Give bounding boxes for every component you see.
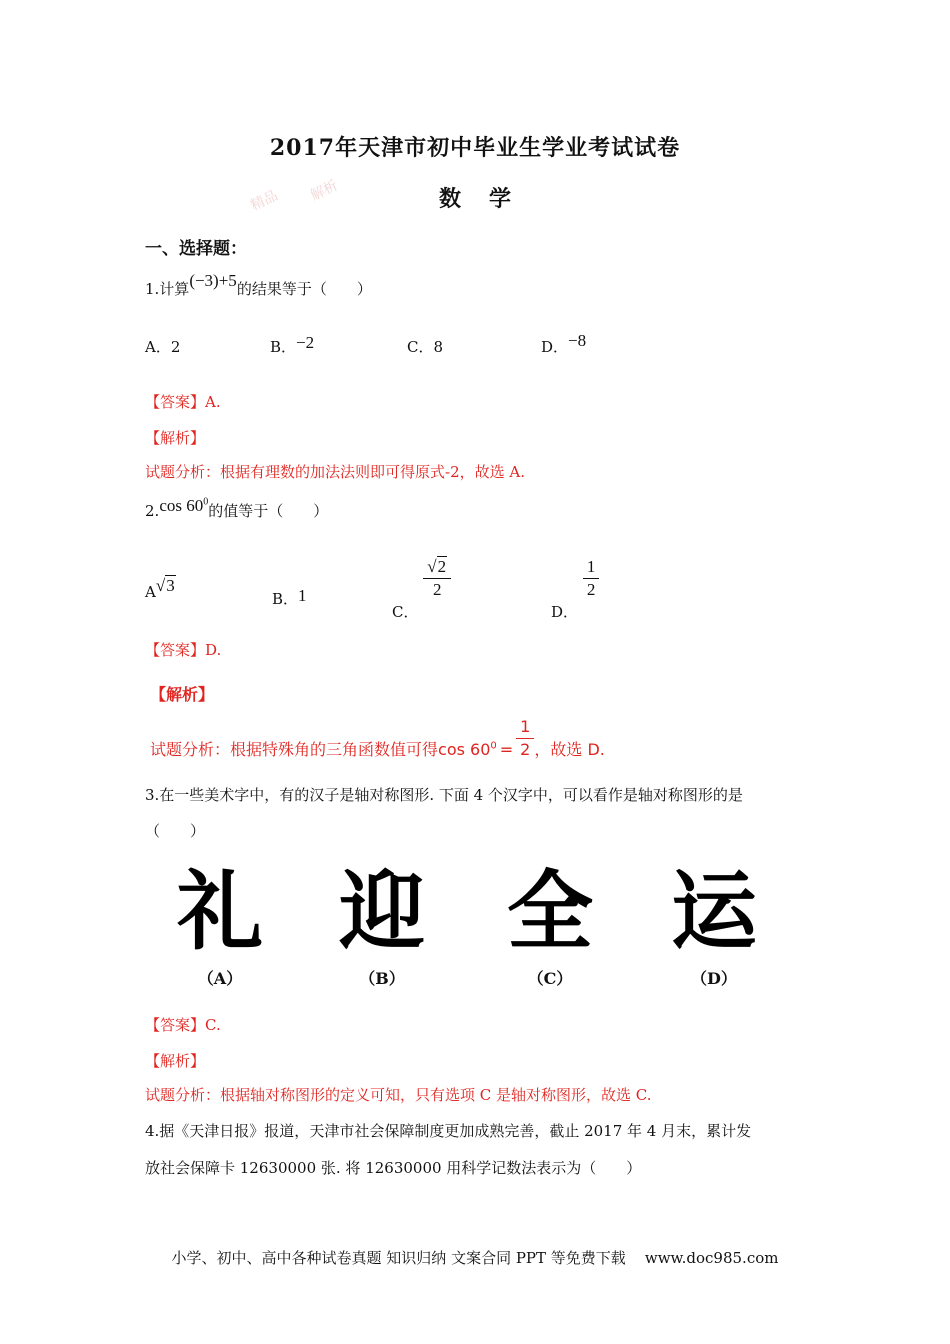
- question-1-suffix: 的结果等于（ ）: [236, 280, 372, 298]
- q2-analysis: 试题分析：根据特殊角的三角函数值可得$\cos 60^0$ = $\frac{1}{2}$ ，故选 D.: [150, 717, 605, 759]
- exam-subject: 数学: [438, 186, 539, 212]
- question-2: [145, 496, 329, 521]
- question-1: [145, 271, 372, 299]
- q3-answer: 【答案】C.: [145, 1016, 221, 1034]
- q1-option-a: A．2: [145, 338, 181, 356]
- q1-option-c: C．8: [407, 338, 444, 356]
- question-1-expression: (−3)+5: [189, 271, 237, 290]
- hanzi-c: 全: [507, 862, 593, 962]
- hanzi-figure: [160, 862, 780, 992]
- q2-option-b: B．1: [272, 586, 307, 608]
- question-2-prefix: 2.: [145, 502, 160, 520]
- footer-link[interactable]: www.doc985.com: [644, 1249, 779, 1267]
- hanzi-b-label: （B）: [359, 969, 405, 988]
- question-3: 3.在一些美术字中，有的汉子是轴对称图形. 下面 4 个汉字中，可以看作是轴对称图形的是: [145, 786, 743, 804]
- hanzi-d: 运: [671, 862, 757, 962]
- hanzi-d-label: （D）: [691, 969, 737, 988]
- q1-analysis: 试题分析：根据有理数的加法法则即可得原式-2，故选 A.: [145, 463, 525, 481]
- watermark-right: 解析: [308, 177, 341, 205]
- footer-text: 小学、初中、高中各种试卷真题 知识归纳 文案合同 PPT 等免费下载: [171, 1249, 626, 1267]
- q1-analysis-label: 【解析】: [145, 429, 206, 447]
- q2-option-c-fraction: $\frac{√2}{2}$: [423, 556, 451, 601]
- question-4-line1: 4.据《天津日报》报道，天津市社会保障制度更加成熟完善，截止 2017 年 4 月末，累计发: [145, 1122, 752, 1140]
- q1-option-b: B．−2: [270, 333, 315, 356]
- hanzi-c-label: （C）: [527, 969, 573, 988]
- q3-analysis-label: 【解析】: [145, 1052, 206, 1070]
- question-2-suffix: 的值等于（ ）: [208, 502, 329, 520]
- q1-option-d: D．−8: [541, 331, 587, 356]
- q1-answer: 【答案】A.: [145, 393, 221, 411]
- q2-option-d: D． $\frac{1}{2}$: [551, 556, 599, 601]
- q2-answer: 【答案】D.: [145, 641, 222, 659]
- exam-title: 2017年天津市初中毕业生学业考试试卷: [269, 135, 681, 161]
- hanzi-a-label: （A）: [197, 969, 243, 988]
- q2-option-a: A√3: [145, 576, 175, 601]
- q2-option-c: C． $\frac{√2}{2}$: [392, 556, 451, 601]
- section-heading: 一、选择题：: [145, 239, 247, 259]
- hanzi-a: 礼: [177, 862, 263, 962]
- q2-option-d-fraction: $\frac{1}{2}$: [583, 556, 600, 601]
- page-footer: [0, 1247, 950, 1268]
- q2-analysis-label: 【解析】: [150, 685, 215, 704]
- question-2-expression: $\cos 60^0$: [159, 496, 209, 515]
- question-1-prefix: 1.计算: [145, 280, 190, 298]
- q3-analysis: 试题分析：根据轴对称图形的定义可知，只有选项 C 是轴对称图形，故选 C.: [145, 1086, 652, 1104]
- question-3-paren: （ ）: [145, 822, 206, 840]
- question-4-line2: 放社会保障卡 12630000 张. 将 12630000 用科学记数法表示为（ ）: [145, 1159, 642, 1177]
- watermark-left: 精品: [248, 187, 281, 215]
- hanzi-b: 迎: [339, 862, 425, 962]
